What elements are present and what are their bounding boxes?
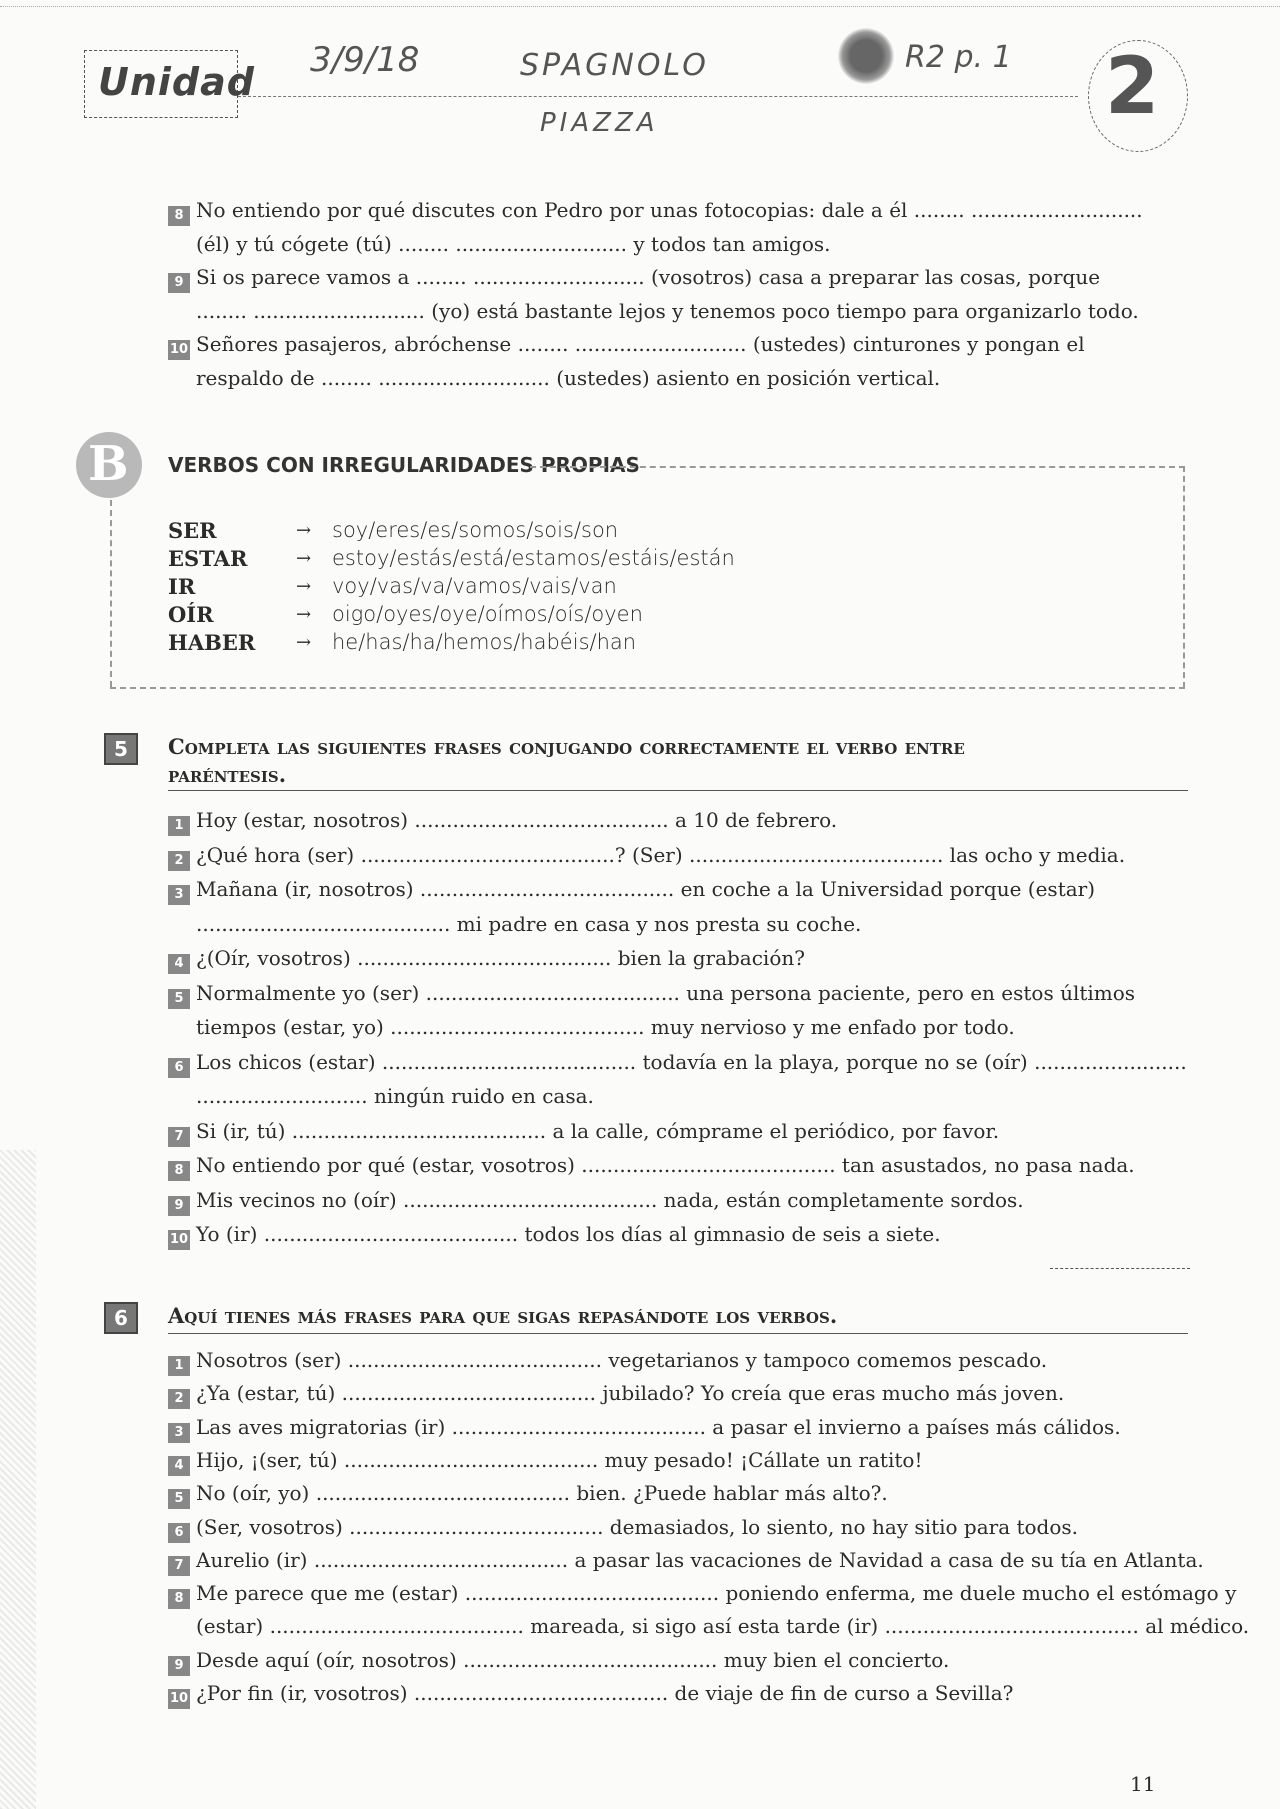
item-text: respaldo de ........ ........................... (ustedes) asiento en posición vertical. <box>196 365 941 390</box>
exercise-item <box>168 1547 1204 1576</box>
verb-forms: he/has/ha/hemos/habéis/han <box>332 630 637 654</box>
verb-name: SER <box>168 518 217 543</box>
item-number-badge: 3 <box>168 885 190 905</box>
item-number-badge: 4 <box>168 954 190 974</box>
item-text: Aurelio (ir) ........................................ a pasar las vacaciones de Navidad a casa de su tía en Atlanta. <box>196 1547 1204 1572</box>
item-number-badge: 1 <box>168 1356 190 1376</box>
exercise-item-continuation <box>196 1017 1015 1037</box>
item-text: Las aves migratorias (ir) ........................................ a pasar el invierno a países más cálidos. <box>196 1414 1121 1439</box>
scribble-mark <box>838 28 894 84</box>
exercise-item-continuation <box>196 365 941 390</box>
section-b-title: VERBOS CON IRREGULARIDADES PROPIAS <box>168 453 640 477</box>
exercise-item <box>168 334 1085 360</box>
item-text: ¿(Oír, vosotros) ........................................ bien la grabación? <box>196 946 805 970</box>
item-number-badge: 10 <box>168 340 190 360</box>
handwritten-subject: SPAGNOLO <box>520 48 709 83</box>
item-text: ¿Qué hora (ser) ........................................? (Ser) ........................................ las ocho y media. <box>196 842 1126 867</box>
arrow-icon: → <box>296 632 312 653</box>
exercise-item <box>168 267 1100 293</box>
item-text: Hoy (estar, nosotros) ........................................ a 10 de febrero. <box>196 808 838 832</box>
unit-number: 2 <box>1105 42 1160 132</box>
exercise-item <box>168 1224 941 1250</box>
exercise-6-number: 6 <box>104 1302 138 1334</box>
exercise-5-rule <box>168 790 1188 791</box>
verb-name: OÍR <box>168 602 214 627</box>
item-number-badge: 6 <box>168 1523 190 1543</box>
item-text: Mañana (ir, nosotros) ........................................ en coche a la Universidad porque (estar) <box>196 877 1096 901</box>
page-number: 11 <box>1130 1772 1156 1796</box>
item-number-badge: 8 <box>168 206 190 226</box>
section-b-letter: B <box>88 436 129 492</box>
item-text: No entiendo por qué discutes con Pedro por unas fotocopias: dale a él ........ ........................... <box>196 198 1143 222</box>
exercise-item <box>168 879 1095 905</box>
item-number-badge: 1 <box>168 816 190 836</box>
exercise-item <box>168 980 1136 1009</box>
verb-name: ESTAR <box>168 546 248 571</box>
item-text: Hijo, ¡(ser, tú) ........................................ muy pesado! ¡Cállate un ratito! <box>196 1447 923 1472</box>
exercise-item-continuation <box>196 298 1139 323</box>
header-rule <box>238 96 1078 97</box>
exercise-item <box>168 1155 1135 1181</box>
handwritten-name: PIAZZA <box>540 108 659 138</box>
separator-dash <box>1050 1268 1190 1269</box>
exercise-item <box>168 1683 1013 1709</box>
exercise-item <box>168 1049 1187 1078</box>
item-number-badge: 2 <box>168 1389 190 1409</box>
item-text: Me parece que me (estar) ........................................ poniendo enferma, me duele mucho el estómago y <box>196 1581 1237 1606</box>
item-text: ........................... ningún ruido en casa. <box>196 1084 594 1108</box>
exercise-item <box>168 1583 1236 1609</box>
item-text: Señores pasajeros, abróchense ........ ........................... (ustedes) cinturones y pongan el <box>196 332 1085 356</box>
item-number-badge: 4 <box>168 1456 190 1476</box>
item-text: Mis vecinos no (oír) ........................................ nada, están completamente sordos. <box>196 1187 1024 1212</box>
item-number-badge: 5 <box>168 1489 190 1509</box>
item-number-badge: 9 <box>168 273 190 293</box>
item-number-badge: 7 <box>168 1556 190 1576</box>
item-text: No (oír, yo) ........................................ bien. ¿Puede hablar más alto?. <box>196 1481 888 1506</box>
unidad-label: Unidad <box>98 60 255 104</box>
item-number-badge: 6 <box>168 1058 190 1078</box>
item-text: tiempos (estar, yo) ........................................ muy nervioso y me enfado por todo. <box>196 1015 1015 1039</box>
item-number-badge: 2 <box>168 851 190 871</box>
exercise-item-continuation <box>196 911 862 936</box>
item-text: ........................................ mi padre en casa y nos presta su coche. <box>196 911 862 936</box>
item-number-badge: 5 <box>168 989 190 1009</box>
exercise-5-number: 5 <box>104 733 138 765</box>
scan-edge-texture <box>0 1150 36 1809</box>
item-text: (Ser, vosotros) ........................................ demasiados, lo siento, no hay sitio para todos. <box>196 1514 1079 1539</box>
verb-forms: voy/vas/va/vamos/vais/van <box>332 574 617 598</box>
exercise-item <box>168 810 837 836</box>
exercise-item <box>168 1647 950 1676</box>
exercise-item <box>168 948 805 974</box>
exercise-item-continuation <box>196 1086 594 1106</box>
item-text: ¿Ya (estar, tú) ........................................ jubilado? Yo creía que eras mucho más joven. <box>196 1381 1065 1406</box>
arrow-icon: → <box>296 520 312 541</box>
top-edge-rule <box>0 6 1280 7</box>
item-text: Yo (ir) ........................................ todos los días al gimnasio de seis a siete. <box>196 1222 941 1246</box>
item-text: Desde aquí (oír, nosotros) ........................................ muy bien el concierto. <box>196 1647 950 1672</box>
exercise-item <box>168 1447 923 1476</box>
item-text: Si (ir, tú) ........................................ a la calle, cómprame el periódico, por favor. <box>196 1118 1000 1143</box>
verb-forms: soy/eres/es/somos/sois/son <box>332 518 619 542</box>
arrow-icon: → <box>296 604 312 625</box>
item-text: Si os parece vamos a ........ ........................... (vosotros) casa a preparar las cosas, porque <box>196 265 1101 289</box>
verb-forms: estoy/estás/está/estamos/estáis/están <box>332 546 735 570</box>
exercise-item-continuation <box>196 231 831 256</box>
item-number-badge: 3 <box>168 1423 190 1443</box>
verb-name: IR <box>168 574 196 599</box>
item-text: (estar) ........................................ mareada, si sigo así esta tarde (ir) ........................................ al médico. <box>196 1614 1250 1639</box>
item-text: ¿Por fin (ir, vosotros) ........................................ de viaje de fin de curso a Sevilla? <box>196 1681 1014 1705</box>
exercise-6-rule <box>168 1333 1188 1334</box>
section-b-bottom-border <box>110 687 1185 689</box>
exercise-item <box>168 1514 1079 1543</box>
item-number-badge: 10 <box>168 1230 190 1250</box>
exercise-item-continuation <box>196 1614 1250 1639</box>
exercise-item <box>168 842 1126 871</box>
arrow-icon: → <box>296 548 312 569</box>
item-text: Nosotros (ser) ........................................ vegetarianos y tampoco comemos pescado. <box>196 1348 1048 1372</box>
exercise-item <box>168 1350 1047 1376</box>
exercise-5-title-line1: Completa las siguientes frases conjugando correctamente el verbo entre <box>168 734 965 759</box>
handwritten-code: R2 p. 1 <box>905 40 1012 75</box>
section-b-top-border <box>530 466 1185 468</box>
item-number-badge: 8 <box>168 1589 190 1609</box>
item-text: (él) y tú cógete (tú) ........ ........................... y todos tan amigos. <box>196 231 831 256</box>
exercise-item <box>168 1483 888 1509</box>
exercise-item <box>168 200 1143 226</box>
exercise-item <box>168 1187 1024 1216</box>
section-b-right-border <box>1183 466 1185 688</box>
arrow-icon: → <box>296 576 312 597</box>
handwritten-date: 3/9/18 <box>310 40 420 80</box>
item-number-badge: 7 <box>168 1127 190 1147</box>
item-number-badge: 9 <box>168 1196 190 1216</box>
item-text: ........ ........................... (yo) está bastante lejos y tenemos poco tiempo para organizarlo todo. <box>196 298 1139 323</box>
item-text: Los chicos (estar) ........................................ todavía en la playa, porque no se (oír) ........................ <box>196 1049 1187 1074</box>
item-text: No entiendo por qué (estar, vosotros) ........................................ tan asustados, no pasa nada. <box>196 1153 1135 1177</box>
exercise-item <box>168 1383 1064 1409</box>
exercise-item <box>168 1414 1121 1443</box>
exercise-6-title: Aquí tienes más frases para que sigas repasándote los verbos. <box>168 1303 838 1328</box>
item-text: Normalmente yo (ser) ........................................ una persona paciente, pero en estos últimos <box>196 980 1136 1005</box>
verb-forms: oigo/oyes/oye/oímos/oís/oyen <box>332 602 643 626</box>
exercise-5-title-line2: paréntesis. <box>168 762 287 787</box>
verb-name: HABER <box>168 630 256 655</box>
exercise-item <box>168 1118 1000 1147</box>
item-number-badge: 9 <box>168 1656 190 1676</box>
section-b-left-border <box>110 500 112 687</box>
item-number-badge: 10 <box>168 1689 190 1709</box>
item-number-badge: 8 <box>168 1161 190 1181</box>
